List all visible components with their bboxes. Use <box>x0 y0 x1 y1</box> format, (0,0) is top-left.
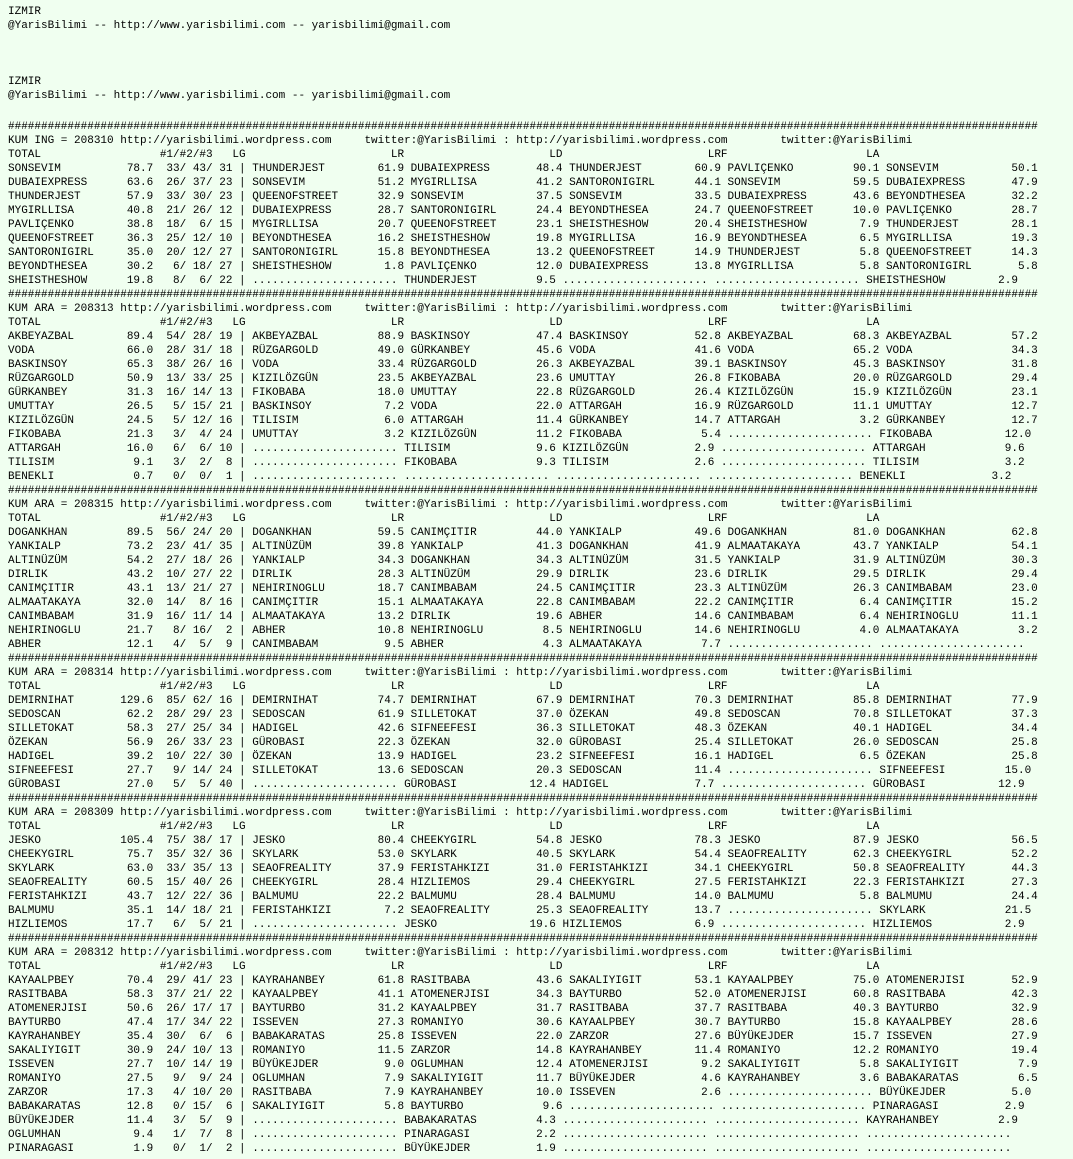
table-row: CANIMBABAM 31.9 16/ 11/ 14 | ALMAATAKAYA 13.2 DIRLIK 19.6 ABHER 14.6 CANIMBABAM 6.4 NEHIRINOGLU 11.1 <box>8 611 1038 623</box>
race-header: KUM ARA = 208312 http://yarisbilimi.wordpress.com twitter:@YarisBilimi : http://yarisbilimi.wordpress.com twitter:@YarisBilimi <box>8 947 913 959</box>
table-row: YANKIALP 73.2 23/ 41/ 35 | ALTINÜZÜM 39.8 YANKIALP 41.3 DOGANKHAN 41.9 ALMAATAKAYA 43.7 YANKIALP 54.1 <box>8 541 1038 553</box>
table-row: ALTINÜZÜM 54.2 27/ 18/ 26 | YANKIALP 34.3 DOGANKHAN 34.3 ALTINÜZÜM 31.5 YANKIALP 31.9 ALTINÜZÜM 30.3 <box>8 555 1038 567</box>
table-row: BAYTURBO 47.4 17/ 34/ 22 | ISSEVEN 27.3 ROMANIYO 30.6 KAYAALPBEY 30.7 BAYTURBO 15.8 KAYAALPBEY 28.6 <box>8 1017 1038 1029</box>
separator-line: ############################################################################################################################################################ <box>8 793 1038 805</box>
table-row: ZARZOR 17.3 4/ 10/ 20 | RASITBABA 7.9 KAYRAHANBEY 10.0 ISSEVEN 2.6 ...................... BÜYÜKEJDER 5.0 <box>8 1087 1032 1099</box>
table-row: BASKINSOY 65.3 38/ 26/ 16 | VODA 33.4 RÜZGARGOLD 26.3 AKBEYAZBAL 39.1 BASKINSOY 45.3 BASKINSOY 31.8 <box>8 359 1038 371</box>
table-row: THUNDERJEST 57.9 33/ 30/ 23 | QUEENOFSTREET 32.9 SONSEVIM 37.5 SONSEVIM 33.5 DUBAIEXPRESS 43.6 BEYONDTHESEA 32.2 <box>8 191 1038 203</box>
table-row: ALMAATAKAYA 32.0 14/ 8/ 16 | CANIMÇITIR 15.1 ALMAATAKAYA 22.8 CANIMBABAM 22.2 CANIMÇITIR 6.4 CANIMÇITIR 15.2 <box>8 597 1038 609</box>
table-row: SIFNEEFESI 27.7 9/ 14/ 24 | SILLETOKAT 13.6 SEDOSCAN 20.3 SEDOSCAN 11.4 ...................... SIFNEEFESI 15.0 <box>8 765 1032 777</box>
race-header: KUM ARA = 208315 http://yarisbilimi.wordpress.com twitter:@YarisBilimi : http://yarisbilimi.wordpress.com twitter:@YarisBilimi <box>8 499 913 511</box>
table-row: VODA 66.0 28/ 31/ 18 | RÜZGARGOLD 49.0 GÜRKANBEY 45.6 VODA 41.6 VODA 65.2 VODA 34.3 <box>8 345 1038 357</box>
table-row: DUBAIEXPRESS 63.6 26/ 37/ 23 | SONSEVIM 51.2 MYGIRLLISA 41.2 SANTORONIGIRL 44.1 SONSEVIM 59.5 DUBAIEXPRESS 47.9 <box>8 177 1038 189</box>
race-header: KUM ARA = 208309 http://yarisbilimi.wordpress.com twitter:@YarisBilimi : http://yarisbilimi.wordpress.com twitter:@YarisBilimi <box>8 807 913 819</box>
table-row: OGLUMHAN 9.4 1/ 7/ 8 | ...................... PINARAGASI 2.2 ...................... ...................... ...................... <box>8 1129 1012 1141</box>
column-header: TOTAL #1/#2/#3 LG LR LD LRF LA <box>8 513 880 525</box>
table-row: ATTARGAH 16.0 6/ 6/ 10 | ...................... TILISIM 9.6 KIZILÖZGÜN 2.9 ...................... ATTARGAH 9.6 <box>8 443 1025 455</box>
table-row: BALMUMU 35.1 14/ 18/ 21 | FERISTAHKIZI 7.2 SEAOFREALITY 25.3 SEAOFREALITY 13.7 ...................... SKYLARK 21.5 <box>8 905 1032 917</box>
table-row: ROMANIYO 27.5 9/ 9/ 24 | OGLUMHAN 7.9 SAKALIYIGIT 11.7 BÜYÜKEJDER 4.6 KAYRAHANBEY 3.6 BABAKARATAS 6.5 <box>8 1073 1038 1085</box>
table-row: SEDOSCAN 62.2 28/ 29/ 23 | SEDOSCAN 61.9 SILLETOKAT 37.0 ÖZEKAN 49.8 SEDOSCAN 70.8 SILLETOKAT 37.3 <box>8 709 1038 721</box>
table-row: CANIMÇITIR 43.1 13/ 21/ 27 | NEHIRINOGLU 18.7 CANIMBABAM 24.5 CANIMÇITIR 23.3 ALTINÜZÜM 26.3 CANIMBABAM 23.0 <box>8 583 1038 595</box>
table-row: BÜYÜKEJDER 11.4 3/ 5/ 9 | ...................... BABAKARATAS 4.3 ...................... ...................... KAYRAHANBEY 2.9 <box>8 1115 1018 1127</box>
table-row: KAYRAHANBEY 35.4 30/ 6/ 6 | BABAKARATAS 25.8 ISSEVEN 22.0 ZARZOR 27.6 BÜYÜKEJDER 15.7 ISSEVEN 27.9 <box>8 1031 1038 1043</box>
table-row: QUEENOFSTREET 36.3 25/ 12/ 10 | BEYONDTHESEA 16.2 SHEISTHESHOW 19.8 MYGIRLLISA 16.9 BEYONDTHESEA 6.5 MYGIRLLISA 19.3 <box>8 233 1038 245</box>
table-row: FERISTAHKIZI 43.7 12/ 22/ 36 | BALMUMU 22.2 BALMUMU 28.4 BALMUMU 14.0 BALMUMU 5.8 BALMUMU 24.4 <box>8 891 1038 903</box>
column-header: TOTAL #1/#2/#3 LG LR LD LRF LA <box>8 681 880 693</box>
header-line: @YarisBilimi -- http://www.yarisbilimi.com -- yarisbilimi@gmail.com <box>8 90 451 102</box>
table-row: RÜZGARGOLD 50.9 13/ 33/ 25 | KIZILÖZGÜN 23.5 AKBEYAZBAL 23.6 UMUTTAY 26.8 FIKOBABA 20.0 RÜZGARGOLD 29.4 <box>8 373 1038 385</box>
header-line: IZMIR <box>8 6 42 18</box>
table-row: HADIGEL 39.2 10/ 22/ 30 | ÖZEKAN 13.9 HADIGEL 23.2 SIFNEEFESI 16.1 HADIGEL 6.5 ÖZEKAN 25.8 <box>8 751 1038 763</box>
table-row: MYGIRLLISA 40.8 21/ 26/ 12 | DUBAIEXPRESS 28.7 SANTORONIGIRL 24.4 BEYONDTHESEA 24.7 QUEENOFSTREET 10.0 PAVLIÇENKO 28.7 <box>8 205 1038 217</box>
table-row: NEHIRINOGLU 21.7 8/ 16/ 2 | ABHER 10.8 NEHIRINOGLU 8.5 NEHIRINOGLU 14.6 NEHIRINOGLU 4.0 ALMAATAKAYA 3.2 <box>8 625 1038 637</box>
table-row: CHEEKYGIRL 75.7 35/ 32/ 36 | SKYLARK 53.0 SKYLARK 40.5 SKYLARK 54.4 SEAOFREALITY 62.3 CHEEKYGIRL 52.2 <box>8 849 1038 861</box>
column-header: TOTAL #1/#2/#3 LG LR LD LRF LA <box>8 317 880 329</box>
table-row: AKBEYAZBAL 89.4 54/ 28/ 19 | AKBEYAZBAL 88.9 BASKINSOY 47.4 BASKINSOY 52.8 AKBEYAZBAL 68.3 AKBEYAZBAL 57.2 <box>8 331 1038 343</box>
table-row: ABHER 12.1 4/ 5/ 9 | CANIMBABAM 9.5 ABHER 4.3 ALMAATAKAYA 7.7 ...................... ...................... <box>8 639 1025 651</box>
table-row: TILISIM 9.1 3/ 2/ 8 | ...................... FIKOBABA 9.3 TILISIM 2.6 ...................... TILISIM 3.2 <box>8 457 1025 469</box>
table-row: KIZILÖZGÜN 24.5 5/ 12/ 16 | TILISIM 6.0 ATTARGAH 11.4 GÜRKANBEY 14.7 ATTARGAH 3.2 GÜRKANBEY 12.7 <box>8 415 1038 427</box>
separator-line: ############################################################################################################################################################ <box>8 485 1038 497</box>
table-row: DEMIRNIHAT 129.6 85/ 62/ 16 | DEMIRNIHAT 74.7 DEMIRNIHAT 67.9 DEMIRNIHAT 70.3 DEMIRNIHAT 85.8 DEMIRNIHAT 77.9 <box>8 695 1038 707</box>
table-row: SEAOFREALITY 60.5 15/ 40/ 26 | CHEEKYGIRL 28.4 HIZLIEMOS 29.4 CHEEKYGIRL 27.5 FERISTAHKIZI 22.3 FERISTAHKIZI 27.3 <box>8 877 1038 889</box>
header-line: IZMIR <box>8 76 42 88</box>
table-row: PINARAGASI 1.9 0/ 1/ 2 | ...................... BÜYÜKEJDER 1.9 ...................... ...................... ...................... <box>8 1143 1012 1155</box>
race-header: KUM ARA = 208314 http://yarisbilimi.wordpress.com twitter:@YarisBilimi : http://yarisbilimi.wordpress.com twitter:@YarisBilimi <box>8 667 913 679</box>
table-row: SONSEVIM 78.7 33/ 43/ 31 | THUNDERJEST 61.9 DUBAIEXPRESS 48.4 THUNDERJEST 60.9 PAVLIÇENKO 90.1 SONSEVIM 50.1 <box>8 163 1038 175</box>
table-row: ATOMENERJISI 50.6 26/ 17/ 17 | BAYTURBO 31.2 KAYAALPBEY 31.7 RASITBABA 37.7 RASITBABA 40.3 BAYTURBO 32.9 <box>8 1003 1038 1015</box>
table-row: FIKOBABA 21.3 3/ 4/ 24 | UMUTTAY 3.2 KIZILÖZGÜN 11.2 FIKOBABA 5.4 ...................... FIKOBABA 12.0 <box>8 429 1032 441</box>
table-row: PAVLIÇENKO 38.8 18/ 6/ 15 | MYGIRLLISA 20.7 QUEENOFSTREET 23.1 SHEISTHESHOW 20.4 SHEISTHESHOW 7.9 THUNDERJEST 28.1 <box>8 219 1038 231</box>
race-header: KUM ARA = 208313 http://yarisbilimi.wordpress.com twitter:@YarisBilimi : http://yarisbilimi.wordpress.com twitter:@YarisBilimi <box>8 303 913 315</box>
table-row: KAYAALPBEY 70.4 29/ 41/ 23 | KAYRAHANBEY 61.8 RASITBABA 43.6 SAKALIYIGIT 53.1 KAYAALPBEY 75.0 ATOMENERJISI 52.9 <box>8 975 1038 987</box>
table-row: UMUTTAY 26.5 5/ 15/ 21 | BASKINSOY 7.2 VODA 22.0 ATTARGAH 16.9 RÜZGARGOLD 11.1 UMUTTAY 12.7 <box>8 401 1038 413</box>
table-row: ISSEVEN 27.7 10/ 14/ 19 | BÜYÜKEJDER 9.0 OGLUMHAN 12.4 ATOMENERJISI 9.2 SAKALIYIGIT 5.8 SAKALIYIGIT 7.9 <box>8 1059 1038 1071</box>
separator-line: ############################################################################################################################################################ <box>8 121 1038 133</box>
separator-line: ############################################################################################################################################################ <box>8 289 1038 301</box>
table-row: RASITBABA 58.3 37/ 21/ 22 | KAYAALPBEY 41.1 ATOMENERJISI 34.3 BAYTURBO 52.0 ATOMENERJISI 60.8 RASITBABA 42.3 <box>8 989 1038 1001</box>
table-row: GÜRKANBEY 31.3 16/ 14/ 13 | FIKOBABA 18.0 UMUTTAY 22.8 RÜZGARGOLD 26.4 KIZILÖZGÜN 15.9 KIZILÖZGÜN 23.1 <box>8 387 1038 399</box>
table-row: SANTORONIGIRL 35.0 20/ 12/ 27 | SANTORONIGIRL 15.8 BEYONDTHESEA 13.2 QUEENOFSTREET 14.9 THUNDERJEST 5.8 QUEENOFSTREET 14.3 <box>8 247 1038 259</box>
column-header: TOTAL #1/#2/#3 LG LR LD LRF LA <box>8 961 880 973</box>
table-row: BENEKLI 0.7 0/ 0/ 1 | ...................... ...................... ...................... ...................... BENEKLI 3.2 <box>8 471 1012 483</box>
table-row: SKYLARK 63.0 33/ 35/ 13 | SEAOFREALITY 37.9 FERISTAHKIZI 31.0 FERISTAHKIZI 34.1 CHEEKYGIRL 50.8 SEAOFREALITY 44.3 <box>8 863 1038 875</box>
separator-line: ############################################################################################################################################################ <box>8 933 1038 945</box>
table-row: BABAKARATAS 12.8 0/ 15/ 6 | SAKALIYIGIT 5.8 BAYTURBO 9.6 ...................... ...................... PINARAGASI 2.9 <box>8 1101 1025 1113</box>
separator-line: ############################################################################################################################################################ <box>8 653 1038 665</box>
table-row: DIRLIK 43.2 10/ 27/ 22 | DIRLIK 28.3 ALTINÜZÜM 29.9 DIRLIK 23.6 DIRLIK 29.5 DIRLIK 29.4 <box>8 569 1038 581</box>
table-row: SILLETOKAT 58.3 27/ 25/ 34 | HADIGEL 42.6 SIFNEEFESI 36.3 SILLETOKAT 48.3 ÖZEKAN 40.1 HADIGEL 34.4 <box>8 723 1038 735</box>
header-line: @YarisBilimi -- http://www.yarisbilimi.com -- yarisbilimi@gmail.com <box>8 20 451 32</box>
race-header: KUM ING = 208310 http://yarisbilimi.wordpress.com twitter:@YarisBilimi : http://yarisbilimi.wordpress.com twitter:@YarisBilimi <box>8 135 913 147</box>
column-header: TOTAL #1/#2/#3 LG LR LD LRF LA <box>8 149 880 161</box>
table-row: SAKALIYIGIT 30.9 24/ 10/ 13 | ROMANIYO 11.5 ZARZOR 14.8 KAYRAHANBEY 11.4 ROMANIYO 12.2 ROMANIYO 19.4 <box>8 1045 1038 1057</box>
table-row: HIZLIEMOS 17.7 6/ 5/ 21 | ...................... JESKO 19.6 HIZLIEMOS 6.9 ...................... HIZLIEMOS 2.9 <box>8 919 1025 931</box>
table-row: GÜROBASI 27.0 5/ 5/ 40 | ...................... GÜROBASI 12.4 HADIGEL 7.7 ...................... GÜROBASI 12.9 <box>8 779 1025 791</box>
column-header: TOTAL #1/#2/#3 LG LR LD LRF LA <box>8 821 880 833</box>
table-row: BEYONDTHESEA 30.2 6/ 18/ 27 | SHEISTHESHOW 1.8 PAVLIÇENKO 12.0 DUBAIEXPRESS 13.8 MYGIRLLISA 5.8 SANTORONIGIRL 5.8 <box>8 261 1038 273</box>
table-row: SHEISTHESHOW 19.8 8/ 6/ 22 | ...................... THUNDERJEST 9.5 ...................... ...................... SHEISTHESHOW 2.9 <box>8 275 1018 287</box>
table-row: ÖZEKAN 56.9 26/ 33/ 23 | GÜROBASI 22.3 ÖZEKAN 32.0 GÜROBASI 25.4 SILLETOKAT 26.0 SEDOSCAN 25.8 <box>8 737 1038 749</box>
table-row: DOGANKHAN 89.5 56/ 24/ 20 | DOGANKHAN 59.5 CANIMÇITIR 44.0 YANKIALP 49.6 DOGANKHAN 81.0 DOGANKHAN 62.8 <box>8 527 1038 539</box>
table-row: JESKO 105.4 75/ 38/ 17 | JESKO 80.4 CHEEKYGIRL 54.8 JESKO 78.3 JESKO 87.9 JESKO 56.5 <box>8 835 1038 847</box>
